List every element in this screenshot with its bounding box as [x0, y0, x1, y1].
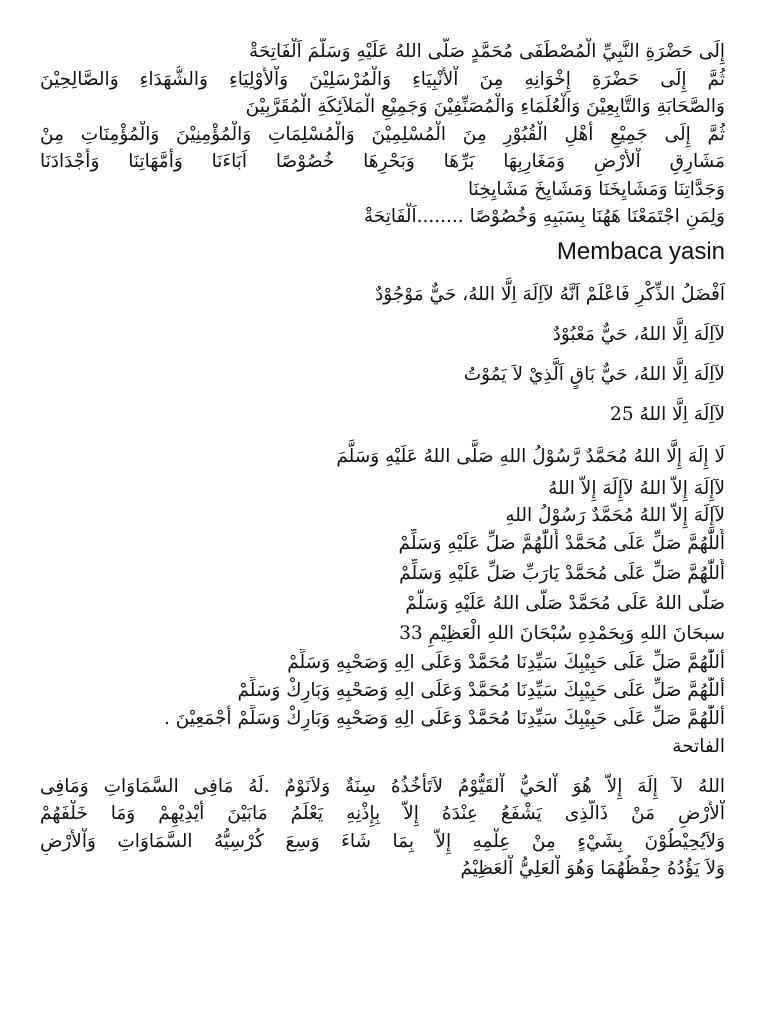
- salawat-line: لآإِلَهَ إِلاَّ اللهُ مُحَمَّدٌ رَسُوْلُ اللهِ: [505, 504, 725, 526]
- kursi-line: وَلاَيُحِيْطُوْنَ بِشَيْءٍ مِنْ عِلْمِهِ إِلاَّ بِمَا شَاءَ وَسِعَ كُرْسِيُّهُ السَّمَاوَاتِ وَاْلأَرْضِ: [40, 830, 725, 852]
- salawat-line: أَللّٰهُمَّ صَلِّ عَلَى مُحَمَّدْ أَللّٰهُمَّ صَلِّ عَلَيْهِ وَسَلِّمْ: [398, 532, 725, 554]
- kursi-line: اللهُ لآ إِلَهَ إِلاَّ هُوَ اْلحَيُّ اْلقَيُّوْمُ لاَتَأْخُذُهُ سِنَةٌ وَلاَنَوْمٌ .لَهُ مَافِى السَّمَاوَاتِ وَمَافِى: [40, 775, 725, 797]
- document-page: [40, 38, 725, 883]
- intro-line: وَلِمَنِ اجْتَمَعْنَا هَهُنَا بِسَبَبِهِ وَخُصُوْصًا ........اَلْفَاتِحَةْ: [363, 206, 725, 227]
- salawat-line: لآإِلَهَ إِلاَّ اللهُ لآإِلَهَ إِلاَّ اللهُ: [548, 477, 725, 499]
- intro-paragraph: [40, 38, 725, 231]
- intro-line: وَالصَّحَابَةِ وَالتَّابِعِيْنَ وَالْعُلَمَاءِ وَالْمُصَنِّفِيْنَ وَجَمِيْعِ الْمَلاَئِكَةِ الْمُقَرَّبِيْنَ: [245, 96, 725, 117]
- kursi-line: وَلاَ يَؤُدُهُ حِفْظُهُمَا وَهُوَ اْلعَلِيُّ اْلعَظِيْمُ: [460, 858, 725, 879]
- tahlil-line: لآاِلَهَ اِلَّا اللهُ 25: [610, 403, 725, 425]
- salawat-line: صَلَّى اللهُ عَلَى مُحَمَّدْ صَلَّى اللهُ عَلَيْهِ وَسَلَّمْ: [405, 592, 725, 614]
- intro-line: مَشَارِقِ اْلأَرْضِ وَمَغَارِبِهَا بَرِّهَا وَبَحْرِهَا خُصُوْصًا اَبَاءَنَا وَأُمَّهَاتِنَا وَأَجْدَادَنَا: [40, 151, 725, 172]
- section-heading: Membaca yasin: [556, 237, 725, 265]
- salawat-line: سبحَانَ اللهِ وَبِحَمْدِهِ سُبْحَانَ اللهِ الْعَظِيْمِ 33: [399, 622, 725, 644]
- salawat-line: لَا إِلَهَ إِلَّا اللهُ مُحَمَّدٌ رَّسُوْلُ اللهِ صَلَّى اللهُ عَلَيْهِ وَسَلَّمَ: [336, 445, 725, 467]
- salawat-line: الفاتحة: [672, 735, 725, 757]
- intro-line: وَجَدَّاتِنَا وَمَشَايِخَنَا وَمَشَايِخَ مَشَايِخِنَا: [468, 178, 725, 200]
- intro-line: ثُمَّ إِلَى جَمِيْعِ أَهْلِ الْقُبُوْرِ مِنَ الْمُسْلِمِيْنَ وَالْمُسْلِمَاتِ وَالْمُؤْمِنِيْنَ وَالْمُؤْمِنَاتِ مِنْ: [40, 123, 725, 145]
- tahlil-line: لآاِلَهَ اِلَّا اللهُ، حَيٌّ مَعْبُوْدٌ: [552, 323, 725, 345]
- intro-line: إِلَى حَضْرَةِ النَّبِيِّ الْمُصْطَفَى مُحَمَّدٍ صَلَّى اللهُ عَلَيْهِ وَسَلَّمَ اَلْفَاتِحَةْ: [249, 41, 725, 62]
- ayat-kursi-paragraph: [40, 773, 725, 883]
- salawat-line: أَللّٰهُمَّ صَلِّ عَلَى مُحَمَّدْ يَارَبِّ صَلِّ عَلَيْهِ وَسَلِّمْ: [399, 562, 725, 584]
- tahlil-section: [40, 275, 725, 435]
- intro-line: ثُمَّ إِلَى حَضْرَةِ إِخْوَانِهِ مِنَ اْلأَنْبِيَاءِ وَالْمُرْسَلِيْنَ وَاْلأَوْلِيَاءِ وَالشُّهَدَاءِ وَالصَّالِحِيْنَ: [40, 68, 725, 90]
- tahlil-line: لآاِلَهَ اِلَّا اللهُ، حَيٌّ بَاقٍ اَلَّذِيْ لاَ يَمُوْتُ: [463, 363, 725, 385]
- salawat-section: [40, 439, 725, 761]
- salawat-line: أَللّٰهُمَّ صَلِّ عَلَى حَبِيْبِكَ سَيِّدِنَا مُحَمَّدْ وَعَلَى الِهِ وَصَحْبِهِ وَسَلِّمْ: [287, 651, 725, 673]
- salawat-line: أَللّٰهُمَّ صَلِّ عَلَى حَبِيْبِكَ سَيِّدِنَا مُحَمَّدْ وَعَلَى الِهِ وَصَحْبِهِ وَبَارِكْ وَسَلِّمْ أَجْمَعِيْنَ .: [163, 707, 725, 729]
- salawat-line: أَللّٰهُمَّ صَلِّ عَلَى حَبِيْبِكَ سَيِّدِنَا مُحَمَّدْ وَعَلَى الِهِ وَصَحْبِهِ وَبَارِكْ وَسَلِّمْ: [237, 679, 725, 701]
- kursi-line: اْلأَرْضِ مَنْ ذَالَّذِى يَشْفَعُ عِنْدَهُ إِلاَّ بِإِذْنِهِ يَعْلَمُ مَابَيْنَ أَيْدِيْهِمْ وَمَا خَلْفَهُمْ: [40, 803, 725, 824]
- tahlil-line: اَفْضَلُ الذِّكْرِ فَاعْلَمْ اَنَّهُ لآاِلَهَ اِلَّا اللهُ، حَيٌّ مَوْجُوْدٌ: [374, 283, 725, 305]
